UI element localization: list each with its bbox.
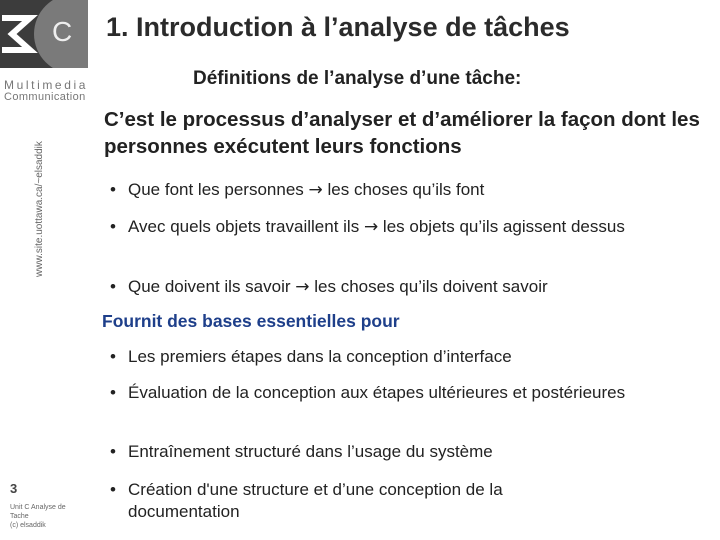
list-item [110, 441, 493, 463]
list-item-text: Entraînement structuré dans l’usage du système [128, 442, 493, 461]
side-url: www.site.uottawa.ca/~elsaddik [34, 141, 45, 277]
bullet-text-before: Que font les personnes [128, 180, 304, 199]
slide-title: 1. Introduction à l’analyse de tâches [106, 12, 570, 42]
list-item-text: Évaluation de la conception aux étapes ultérieures et postérieures [128, 383, 626, 402]
arrow-right-icon: → [363, 217, 379, 237]
bullet-icon: • [110, 277, 116, 296]
brand-line-multimedia: Multimedia [4, 78, 89, 92]
bullet-text-before: Avec quels objets travaillent ils [128, 217, 360, 236]
bullet-text-after: les objets qu’ils agissent dessus [382, 217, 625, 236]
section-heading: Fournit des bases essentielles pour [102, 311, 400, 331]
logo [0, 0, 88, 68]
arrow-right-icon: → [308, 180, 323, 200]
bullet-text-before: Que doivent ils savoir [128, 277, 291, 296]
bullet-item [110, 276, 548, 298]
bullet-item [110, 179, 484, 201]
list-item [110, 382, 630, 404]
lead-paragraph: C’est le processus d’analyser et d’améliorer la façon dont les personnes exécutent leurs fonctions [104, 108, 700, 159]
list-item [110, 346, 512, 368]
bullet-item [110, 216, 670, 238]
brand-line-communication: Communication [4, 91, 86, 103]
bullet-icon: • [110, 347, 116, 366]
slide-subtitle: Définitions de l’analyse d’une tâche: [193, 68, 522, 89]
bullet-icon: • [110, 217, 116, 236]
bullet-icon: • [110, 442, 116, 461]
bullet-text-after: les choses qu’ils doivent savoir [314, 277, 548, 296]
bullet-icon: • [110, 383, 116, 402]
footer-line: Tache [10, 513, 29, 521]
logo-letter: C [52, 16, 73, 47]
list-item-text: Création d'une structure et d’une conception de la documentation [128, 480, 503, 522]
footer-note [10, 503, 90, 530]
page-number: 3 [10, 481, 18, 496]
logo-mark-icon [0, 14, 40, 54]
footer-line: (c) elsaddik [10, 522, 46, 530]
list-item-text: Les premiers étapes dans la conception d’interface [128, 347, 512, 366]
list-item [110, 479, 610, 523]
footer-line: Unit C Analyse de [10, 504, 66, 511]
arrow-right-icon: → [295, 277, 310, 297]
bullet-icon: • [110, 180, 116, 199]
bullet-icon: • [110, 480, 116, 499]
bullet-text-after: les choses qu’ils font [327, 180, 485, 199]
